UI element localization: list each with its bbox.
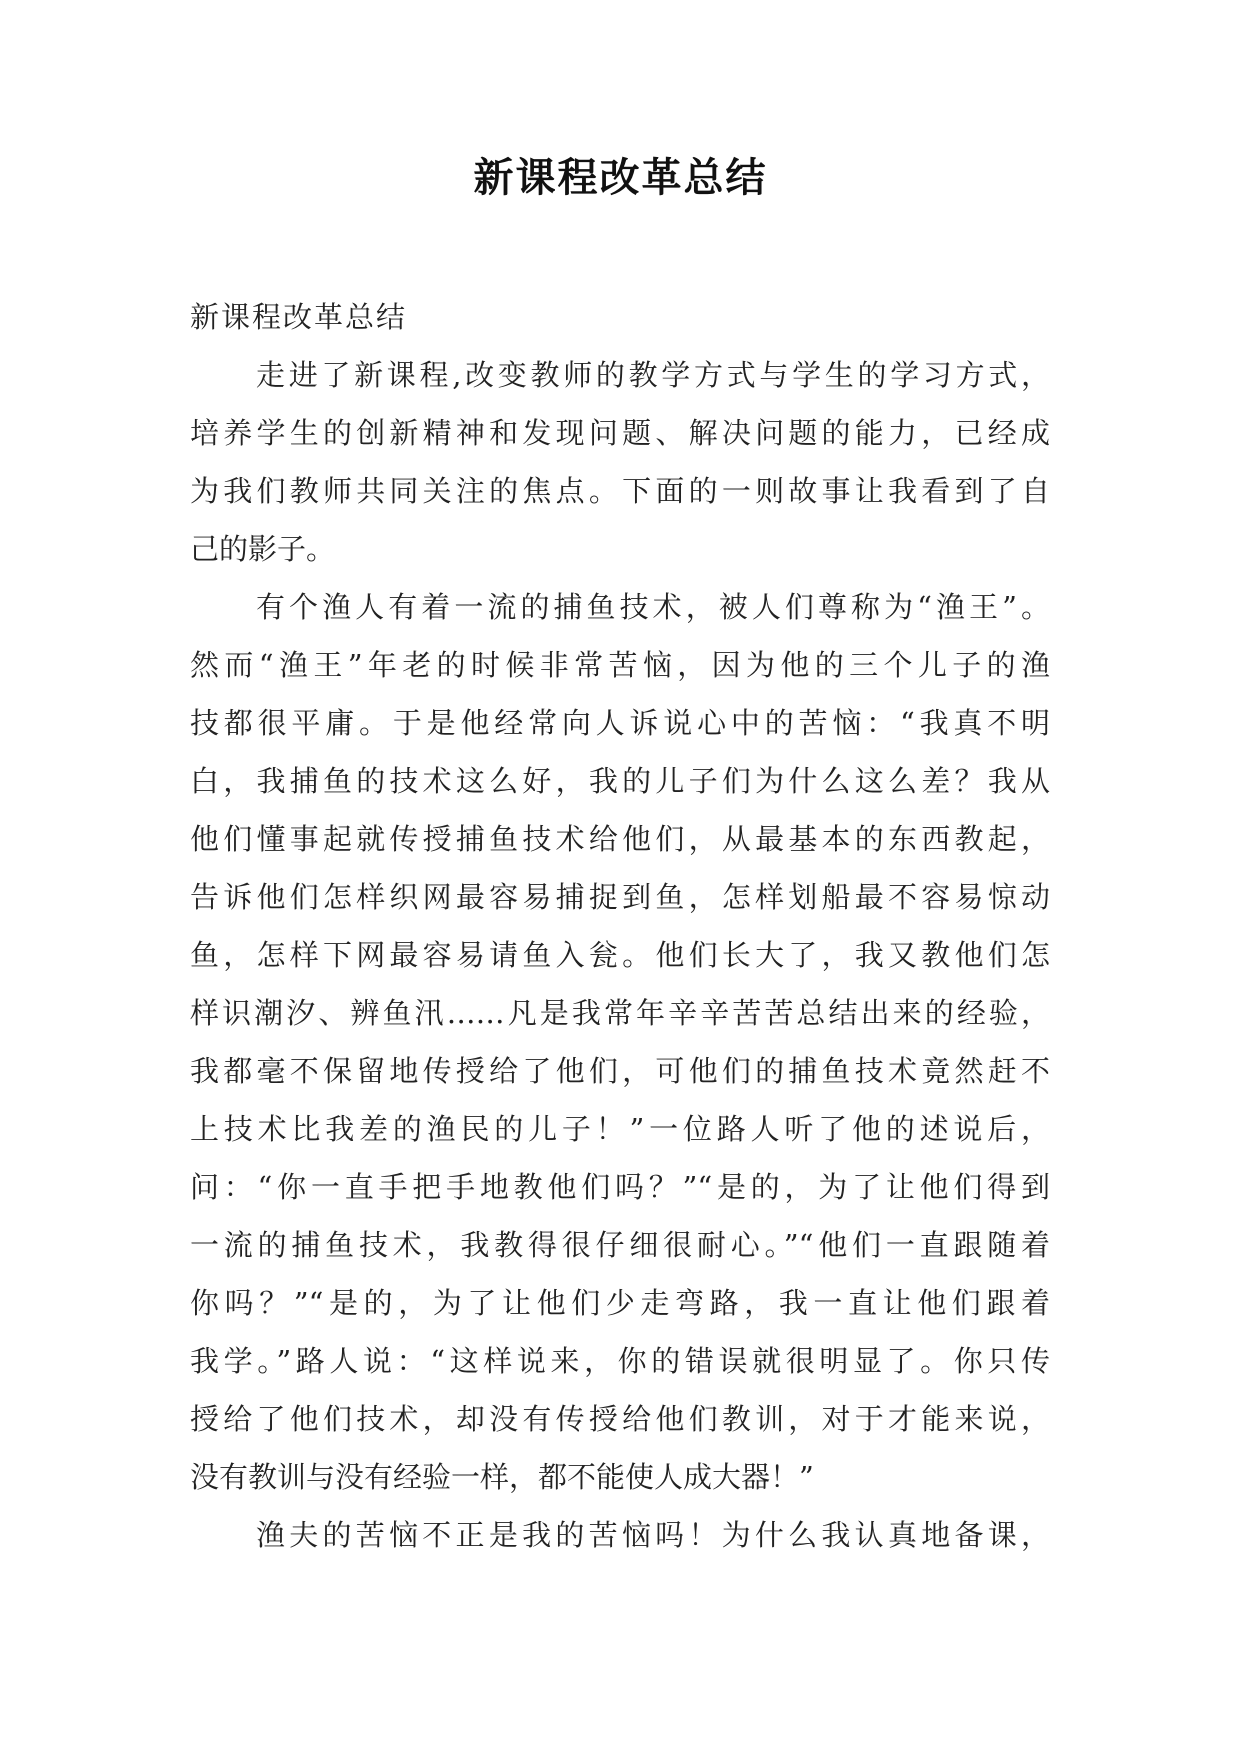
paragraph-line: 问：“你一直手把手地教他们吗？”“是的，为了让他们得到: [190, 1170, 1050, 1204]
body-subtitle: 新课程改革总结: [190, 300, 408, 334]
paragraph-line: 没有教训与没有经验一样，都不能使人成大器！”: [190, 1460, 814, 1494]
paragraph-line: 一流的捕鱼技术，我教得很仔细很耐心。”“他们一直跟随着: [190, 1228, 1050, 1262]
document-title: 新课程改革总结: [473, 154, 768, 201]
paragraph-line: 白，我捕鱼的技术这么好，我的儿子们为什么这么差？我从: [190, 764, 1050, 798]
document-body: [190, 288, 1050, 1564]
paragraph-line: 培养学生的创新精神和发现问题、解决问题的能力，已经成: [190, 416, 1050, 450]
paragraph-line: 他们懂事起就传授捕鱼技术给他们，从最基本的东西教起，: [190, 822, 1050, 856]
paragraph-line: 授给了他们技术，却没有传授给他们教训，对于才能来说，: [190, 1402, 1050, 1436]
paragraph-line: 鱼，怎样下网最容易请鱼入瓮。他们长大了，我又教他们怎: [190, 938, 1050, 972]
paragraph-line: 我学。”路人说：“这样说来，你的错误就很明显了。你只传: [190, 1344, 1050, 1378]
paragraph-line: 技都很平庸。于是他经常向人诉说心中的苦恼：“我真不明: [190, 706, 1050, 740]
paragraph-line: 走进了新课程,改变教师的教学方式与学生的学习方式，: [256, 358, 1050, 392]
paragraph-line: 样识潮汐、辨鱼汛……凡是我常年辛辛苦苦总结出来的经验，: [190, 996, 1050, 1030]
paragraph-line: 上技术比我差的渔民的儿子！”一位路人听了他的述说后，: [190, 1112, 1050, 1146]
paragraph-line: 渔夫的苦恼不正是我的苦恼吗！为什么我认真地备课，: [256, 1518, 1050, 1552]
paragraph-line: 告诉他们怎样织网最容易捕捉到鱼，怎样划船最不容易惊动: [190, 880, 1050, 914]
paragraph-line: 己的影子。: [190, 532, 336, 566]
paragraph-line: 我都毫不保留地传授给了他们，可他们的捕鱼技术竟然赶不: [190, 1054, 1050, 1088]
paragraph-line: 有个渔人有着一流的捕鱼技术，被人们尊称为“渔王”。: [256, 590, 1050, 624]
paragraph-line: 为我们教师共同关注的焦点。下面的一则故事让我看到了自: [190, 474, 1050, 508]
paragraph-line: 你吗？”“是的，为了让他们少走弯路，我一直让他们跟着: [190, 1286, 1050, 1320]
paragraph-line: 然而“渔王”年老的时候非常苦恼，因为他的三个儿子的渔: [190, 648, 1050, 682]
